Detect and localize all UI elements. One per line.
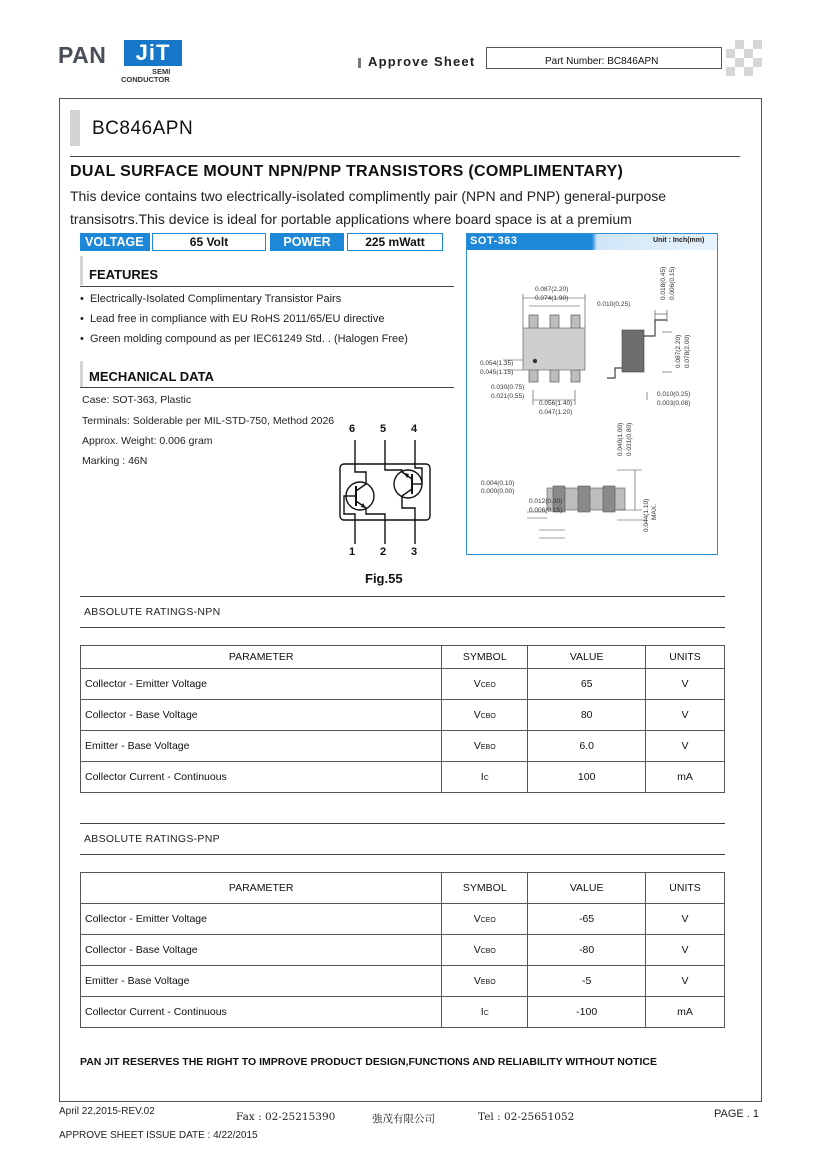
product-heading: DUAL SURFACE MOUNT NPN/PNP TRANSISTORS (COMPLIMENTARY) <box>70 163 624 180</box>
dim-label: 0.000(0.00) <box>481 488 515 495</box>
table-row <box>81 669 725 700</box>
value-cell: -80 <box>528 935 646 966</box>
param-cell: Collector - Emitter Voltage <box>81 904 442 935</box>
part-title: BC846APN <box>92 118 194 139</box>
symbol-cell: VCBO <box>442 700 528 731</box>
dim-label: 0.004(0.10) <box>481 480 515 487</box>
approve-sheet-marker <box>358 58 361 68</box>
panjit-logo <box>58 40 188 90</box>
feature-item: • Electrically-Isolated Complimentary Transistor Pairs <box>80 293 342 305</box>
transistor-schematic <box>330 420 440 592</box>
feature-item: • Lead free in compliance with EU RoHS 2011/65/EU directive <box>80 313 385 325</box>
value-cell: 65 <box>528 669 646 700</box>
value-cell: 6.0 <box>528 731 646 762</box>
npn-title: ABSOLUTE RATINGS-NPN <box>84 606 221 618</box>
value-cell: 80 <box>528 700 646 731</box>
npn-top-rule <box>80 596 725 597</box>
dim-label: 0.030(0.75) <box>491 384 525 391</box>
issue-date-text: APPROVE SHEET ISSUE DATE : 4/22/2015 <box>59 1130 258 1141</box>
power-label: POWER <box>270 233 344 251</box>
schematic-drawing <box>330 438 440 546</box>
company-name: 強茂有限公司 <box>372 1113 435 1125</box>
param-cell: Collector - Emitter Voltage <box>81 669 442 700</box>
feature-text: Green molding compound as per IEC61249 Std. . (Halogen Free) <box>89 333 408 345</box>
title-divider <box>70 156 740 157</box>
symbol-cell: VCEO <box>442 669 528 700</box>
table-row <box>81 731 725 762</box>
dim-label: 0.012(0.30) <box>529 498 563 505</box>
param-cell: Collector Current - Continuous <box>81 762 442 793</box>
package-outline-panel <box>466 233 718 555</box>
symbol-cell: VEBO <box>442 731 528 762</box>
features-section <box>80 256 454 356</box>
figure-caption: Fig.55 <box>365 571 403 586</box>
features-divider <box>80 286 454 287</box>
fax-text: Fax : 02-25215390 <box>236 1111 336 1123</box>
dim-label: 0.003(0.08) <box>657 400 691 407</box>
product-description: This device contains two electrically-isolated complimently pair (NPN and PNP) general-purpose transisotrs.This device is ideal for portable applications where board space is at a premium <box>70 188 667 227</box>
logo-pan-text: PAN <box>58 42 107 68</box>
dim-label: 0.047(1.20) <box>539 409 573 416</box>
value-cell: 100 <box>528 762 646 793</box>
page-number: PAGE . 1 <box>714 1108 760 1120</box>
dim-label: 0.044(1.10) <box>643 498 650 532</box>
mechanical-divider <box>80 387 454 388</box>
dim-label: 0.021(0.55) <box>491 393 525 400</box>
logo-jit-text: JiT <box>124 40 182 66</box>
logo-conductor-line: CONDUCTOR <box>121 75 170 84</box>
symbol-cell: VCBO <box>442 935 528 966</box>
value-cell: -100 <box>528 997 646 1028</box>
mechanical-item: Approx. Weight: 0.006 gram <box>82 435 213 447</box>
dim-label: 0.074(1.90) <box>535 295 569 302</box>
part-number-box <box>486 47 722 69</box>
header-cell: VALUE <box>528 646 646 669</box>
feature-text: Electrically-Isolated Complimentary Transistor Pairs <box>89 293 342 305</box>
logo-semiconductor-text <box>121 67 171 84</box>
unit-cell: V <box>646 966 725 997</box>
dim-label: 0.031(0.80) <box>626 422 633 456</box>
unit-cell: V <box>646 935 725 966</box>
symbol-cell: IC <box>442 762 528 793</box>
header-cell: SYMBOL <box>442 646 528 669</box>
logo-semi-line: SEMI <box>152 67 171 76</box>
table-header-row <box>81 646 725 669</box>
checker-decoration <box>726 40 762 76</box>
pin-label: 1 <box>349 546 356 558</box>
dim-label: MAX. <box>651 504 658 520</box>
header-cell: PARAMETER <box>81 873 442 904</box>
pnp-ratings-table <box>80 872 725 1028</box>
revision-text: April 22,2015-REV.02 <box>59 1106 155 1117</box>
dim-label: 0.010(0.25) <box>657 391 691 398</box>
pin-label: 5 <box>380 423 387 435</box>
pnp-title-rule <box>80 854 725 855</box>
title-shade <box>70 110 80 146</box>
feature-text: Lead free in compliance with EU RoHS 2011/65/EU directive <box>89 313 385 325</box>
mechanical-shade <box>80 361 83 387</box>
value-cell: -65 <box>528 904 646 935</box>
pin-label: 3 <box>411 546 418 558</box>
dim-label: 0.018(0.45) <box>660 266 667 300</box>
unit-cell: V <box>646 700 725 731</box>
header-cell: UNITS <box>646 873 725 904</box>
dim-label: 0.006(0.15) <box>669 266 676 300</box>
table-row <box>81 762 725 793</box>
unit-cell: mA <box>646 762 725 793</box>
dim-label: 0.045(1.15) <box>480 369 514 376</box>
value-cell: -5 <box>528 966 646 997</box>
feature-item: • Green molding compound as per IEC61249 Std. . (Halogen Free) <box>80 333 408 345</box>
param-cell: Collector - Base Voltage <box>81 700 442 731</box>
symbol-cell: VCEO <box>442 904 528 935</box>
npn-title-rule <box>80 627 725 628</box>
mechanical-item: Marking : 46N <box>82 455 148 467</box>
table-row <box>81 904 725 935</box>
voltage-label: VOLTAGE <box>80 233 150 251</box>
dim-label: 0.010(0.25) <box>597 301 631 308</box>
unit-cell: V <box>646 731 725 762</box>
table-row <box>81 997 725 1028</box>
approve-sheet-label: Approve Sheet <box>368 54 476 69</box>
unit-cell: V <box>646 904 725 935</box>
dim-label: 0.087(2.20) <box>675 334 682 368</box>
param-cell: Emitter - Base Voltage <box>81 731 442 762</box>
pin-label: 2 <box>380 546 387 558</box>
dim-label: 0.056(1.40) <box>539 400 573 407</box>
notice-text: PAN JIT RESERVES THE RIGHT TO IMPROVE PRODUCT DESIGN,FUNCTIONS AND RELIABILITY WITHOUT NOTICE <box>80 1056 657 1068</box>
symbol-cell: IC <box>442 997 528 1028</box>
part-number-text: Part Number: BC846APN <box>545 56 659 67</box>
dim-label: 0.087(2.20) <box>535 286 569 293</box>
pin-label: 6 <box>349 423 356 435</box>
dim-label: 0.006(0.15) <box>529 507 563 514</box>
dim-label: 0.078(2.00) <box>684 334 691 368</box>
param-cell: Collector - Base Voltage <box>81 935 442 966</box>
dim-label: 0.054(1.35) <box>480 360 514 367</box>
unit-cell: V <box>646 669 725 700</box>
voltage-value: 65 Volt <box>152 233 266 251</box>
table-row <box>81 700 725 731</box>
header-cell: VALUE <box>528 873 646 904</box>
features-shade <box>80 256 83 285</box>
pin-label: 4 <box>411 423 418 435</box>
mechanical-item: Case: SOT-363, Plastic <box>82 394 192 406</box>
table-row <box>81 966 725 997</box>
header-cell: SYMBOL <box>442 873 528 904</box>
tel-text: Tel : 02-25651052 <box>478 1111 575 1123</box>
header-cell: PARAMETER <box>81 646 442 669</box>
mechanical-title: MECHANICAL DATA <box>89 369 214 384</box>
package-name: SOT-363 <box>470 235 518 247</box>
dim-label: 0.040(1.00) <box>617 422 624 456</box>
param-cell: Collector Current - Continuous <box>81 997 442 1028</box>
header-cell: UNITS <box>646 646 725 669</box>
table-header-row <box>81 873 725 904</box>
table-row <box>81 935 725 966</box>
param-cell: Emitter - Base Voltage <box>81 966 442 997</box>
symbol-cell: VEBO <box>442 966 528 997</box>
mechanical-item: Terminals: Solderable per MIL-STD-750, Method 2026 <box>82 415 335 427</box>
unit-cell: mA <box>646 997 725 1028</box>
power-value: 225 mWatt <box>347 233 443 251</box>
pnp-top-rule <box>80 823 725 824</box>
package-unit: Unit : Inch(mm) <box>653 237 705 244</box>
npn-ratings-table <box>80 645 725 793</box>
pnp-title: ABSOLUTE RATINGS-PNP <box>84 833 220 845</box>
spec-badges <box>80 233 460 251</box>
features-title: FEATURES <box>89 267 159 282</box>
